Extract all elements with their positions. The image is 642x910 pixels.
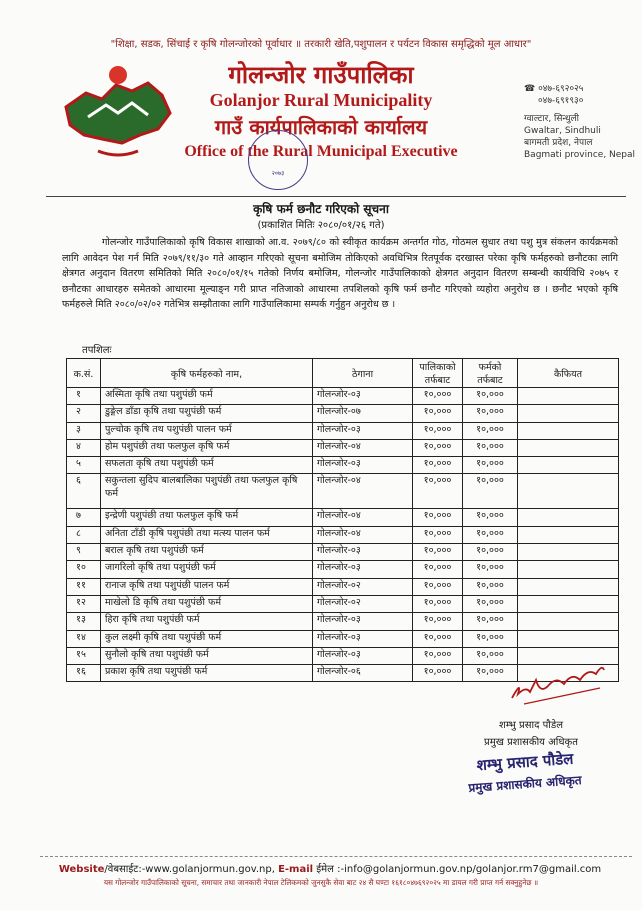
row-sn: ४ xyxy=(67,439,101,456)
footer-contact xyxy=(20,861,640,875)
row-palika-amount: १०,००० xyxy=(413,613,463,630)
province-en: Bagmati province, Nepal xyxy=(524,150,636,160)
row-address: गोलन्जोर-०३ xyxy=(313,613,413,630)
row-sn: ३ xyxy=(67,422,101,439)
phone-2: ०४७-६९१९३० xyxy=(538,96,584,106)
row-palika-amount: १०,००० xyxy=(413,665,463,682)
office-name-np: गाउँ कार्यपालिकाको कार्यालय xyxy=(214,115,428,139)
row-farm-name: डुङ्गेल डाँडा कृषि तथा पशुपंछी फर्म xyxy=(101,405,313,422)
table-row xyxy=(67,474,619,509)
row-sn: ६ xyxy=(67,474,101,509)
row-sn: ७ xyxy=(67,509,101,526)
office-stamp xyxy=(248,130,308,190)
row-farm-amount: १०,००० xyxy=(463,630,518,647)
row-farm-name: जागरिलो कृषि तथा पशुपंछी फर्म xyxy=(101,561,313,578)
seal-name: शम्भु प्रसाद पौडेल xyxy=(476,749,574,775)
municipality-name-np: गोलन्जोर गाउँपालिका xyxy=(228,60,414,89)
row-sn: १५ xyxy=(67,647,101,664)
header-remarks: कैफियत xyxy=(518,359,619,388)
row-farm-amount: १०,००० xyxy=(463,665,518,682)
row-remarks xyxy=(518,578,619,595)
website-label: Website xyxy=(58,864,105,875)
phone-1: ☎ ०४७-६९२०२५ xyxy=(524,84,584,94)
handwritten-signature xyxy=(504,650,610,710)
row-address: गोलन्जोर-०६ xyxy=(313,665,413,682)
row-address: गोलन्जोर-०४ xyxy=(313,526,413,543)
row-farm-name: सकुन्तला सुदिप बालबालिका पशुपंछी तथा फलफुल कृषि फर्म xyxy=(101,474,313,509)
row-farm-name: बराल कृषि तथा पशुपंछी फर्म xyxy=(101,544,313,561)
table-row xyxy=(67,526,619,543)
row-farm-amount: १०,००० xyxy=(463,561,518,578)
row-palika-amount: १०,००० xyxy=(413,509,463,526)
tapsil-label: तपशिलः xyxy=(82,345,112,356)
address-np: ग्वाल्टार, सिन्धुली xyxy=(524,114,579,124)
footer-divider xyxy=(40,856,632,857)
email-link[interactable]: ईमेल :-info@golanjormun.gov.np/golanjor.rm7@gmail.com xyxy=(313,864,602,875)
header-palika: पालिकाको तर्फबाट xyxy=(413,359,463,388)
row-palika-amount: १०,००० xyxy=(413,457,463,474)
row-farm-name: कुल लक्ष्मी कृषि तथा पशुपंछी फर्म xyxy=(101,630,313,647)
row-address: गोलन्जोर-०३ xyxy=(313,544,413,561)
table-row xyxy=(67,509,619,526)
row-farm-name: इन्द्रेणी पशुपंछी तथा फलफुल कृषि फर्म xyxy=(101,509,313,526)
email-label: E-mail xyxy=(278,864,314,875)
row-farm-name: हिरा कृषि तथा पशुपंछी फर्म xyxy=(101,613,313,630)
row-remarks xyxy=(518,595,619,612)
row-address: गोलन्जोर-०३ xyxy=(313,457,413,474)
table-row xyxy=(67,578,619,595)
website-link[interactable]: /वेबसाईट:-www.golanjormun.gov.np, xyxy=(104,864,279,875)
row-palika-amount: १०,००० xyxy=(413,561,463,578)
row-remarks xyxy=(518,509,619,526)
row-farm-amount: १०,००० xyxy=(463,509,518,526)
row-farm-amount: १०,००० xyxy=(463,544,518,561)
row-address: गोलन्जोर-०४ xyxy=(313,474,413,509)
row-address: गोलन्जोर-०३ xyxy=(313,561,413,578)
row-palika-amount: १०,००० xyxy=(413,474,463,509)
row-remarks xyxy=(518,405,619,422)
header-slogan: "शिक्षा, सडक, सिंचाई र कृषि गोलन्जोरको पूर्वाधार ॥ तरकारी खेति,पशुपालन र पर्यटन विकास समृद्धिको मूल आधार" xyxy=(110,39,532,50)
stamp-text: २०७३ xyxy=(271,170,285,177)
row-palika-amount: १०,००० xyxy=(413,578,463,595)
row-farm-name: अनिता टाँडी कृषि पशुपंछी तथा मत्स्य पालन फर्म xyxy=(101,526,313,543)
row-sn: १२ xyxy=(67,595,101,612)
row-sn: २ xyxy=(67,405,101,422)
row-farm-amount: १०,००० xyxy=(463,388,518,405)
header-address: ठेगाना xyxy=(313,359,413,388)
row-palika-amount: १०,००० xyxy=(413,544,463,561)
table-row xyxy=(67,457,619,474)
row-remarks xyxy=(518,544,619,561)
header-name: कृषि फर्महरुको नाम, xyxy=(101,359,313,388)
row-farm-amount: १०,००० xyxy=(463,405,518,422)
row-address: गोलन्जोर-०७ xyxy=(313,405,413,422)
row-farm-name: अस्मिता कृषि तथा पशुपंछी फर्म xyxy=(101,388,313,405)
table-row xyxy=(67,613,619,630)
row-remarks xyxy=(518,474,619,509)
row-address: गोलन्जोर-०३ xyxy=(313,422,413,439)
row-remarks xyxy=(518,422,619,439)
row-palika-amount: १०,००० xyxy=(413,422,463,439)
row-remarks xyxy=(518,526,619,543)
office-name-en: Office of the Rural Municipal Executive xyxy=(184,143,458,160)
row-palika-amount: १०,००० xyxy=(413,630,463,647)
farm-table xyxy=(66,358,619,682)
row-sn: ५ xyxy=(67,457,101,474)
table-row xyxy=(67,405,619,422)
row-remarks xyxy=(518,561,619,578)
notice-body: गोलन्जोर गाउँपालिकाको कृषि विकास शाखाको आ.व. २०७९/८० को स्वीकृत कार्यक्रम अन्तर्गत गोठ, गोठमल सुधार तथा पशु मुत्र संकलन कार्यक्रमको लागि आवेदन पेश गर्न मिति २०७९/११/३० गते आव्हान गरिएको सूचना बमोजिम तोकिएको अवधिभित्र रितपूर्वक दरखास्त परेका कृषि फर्महरुको छनौटका लागि क्षेत्रगत अनुदान वितरण समितिको मिति २०८०/०१/१५ गतेको निर्णय बमोजिम, गोलन्जोर गाउँपालिकाको क्षेत्रगत अनुदान वितरण सम्बन्धी कार्यविधि २०७५ र छनौटका आधारहरु समेतको आधारमा मूल्याङ्न गरी प्राप्त नतिजाको आधारमा तपशिलको कृषि फर्म छनौट गरिएको व्यहोरा अनुरोध छ । छनौट भएको कृषि फर्महरुले मिति २०८०/०२/०२ गतेभित्र सम्झौताका लागि गाउँपालिकामा सम्पर्क गर्नुहुन अनुरोध छ । xyxy=(62,237,618,311)
row-farm-amount: १०,००० xyxy=(463,526,518,543)
address-en: Gwaltar, Sindhuli xyxy=(524,126,601,136)
row-sn: १० xyxy=(67,561,101,578)
row-sn: ९ xyxy=(67,544,101,561)
row-sn: १ xyxy=(67,388,101,405)
row-sn: ११ xyxy=(67,578,101,595)
row-farm-name: प्रकाश कृषि तथा पशुपंछी फर्म xyxy=(101,665,313,682)
footer-note: यस गोलन्जोर गाउँपालिकाको सूचना, समाचार तथा जानकारी नेपाल टेलिकमको जुनसुकै सेवा बाट २४ सै घण्टा १६१८०४७६९२०२५ मा डायल गरी प्राप्त गर्न सक्नुहुनेछ ॥ xyxy=(103,878,539,887)
row-farm-name: माखेलो डि कृषि तथा पशुपंछी फर्म xyxy=(101,595,313,612)
row-farm-amount: १०,००० xyxy=(463,422,518,439)
row-palika-amount: १०,००० xyxy=(413,388,463,405)
row-remarks xyxy=(518,439,619,456)
row-address: गोलन्जोर-०२ xyxy=(313,595,413,612)
row-farm-amount: १०,००० xyxy=(463,647,518,664)
notice-title: कृषि फर्म छनौट गरिएको सूचना xyxy=(253,202,389,216)
signatory-title: प्रमुख प्रशासकीय अधिकृत xyxy=(484,737,578,748)
row-address: गोलन्जोर-०३ xyxy=(313,388,413,405)
table-row xyxy=(67,595,619,612)
row-farm-amount: १०,००० xyxy=(463,613,518,630)
contact-block xyxy=(524,83,636,161)
row-sn: १३ xyxy=(67,613,101,630)
row-address: गोलन्जोर-०३ xyxy=(313,630,413,647)
row-remarks xyxy=(518,388,619,405)
row-farm-amount: १०,००० xyxy=(463,474,518,509)
table-row xyxy=(67,630,619,647)
row-farm-name: रानाज कृषि तथा पशुपंछी पालन फर्म xyxy=(101,578,313,595)
header-sn: क.सं. xyxy=(67,359,101,388)
table-row xyxy=(67,561,619,578)
row-palika-amount: १०,००० xyxy=(413,595,463,612)
row-remarks xyxy=(518,630,619,647)
signatory-name: शम्भु प्रसाद पौडेल xyxy=(499,720,563,731)
row-address: गोलन्जोर-०३ xyxy=(313,647,413,664)
seal-title: प्रमुख प्रशासकीय अधिकृत xyxy=(467,773,583,795)
row-farm-name: सफलता कृषि तथा पशुपंछी फर्म xyxy=(101,457,313,474)
row-address: गोलन्जोर-०४ xyxy=(313,509,413,526)
publish-date: (प्रकाशित मितिः २०८०/०१/२६ गते) xyxy=(257,220,385,231)
row-sn: ८ xyxy=(67,526,101,543)
row-palika-amount: १०,००० xyxy=(413,439,463,456)
header-divider xyxy=(46,196,626,197)
row-sn: १४ xyxy=(67,630,101,647)
table-row xyxy=(67,422,619,439)
table-header-row xyxy=(67,359,619,388)
row-palika-amount: १०,००० xyxy=(413,405,463,422)
row-farm-name: सुनौलो कृषि तथा पशुपंछी फर्म xyxy=(101,647,313,664)
table-body xyxy=(67,388,619,682)
row-farm-amount: १०,००० xyxy=(463,457,518,474)
header-farm: फर्मको तर्फबाट xyxy=(463,359,518,388)
table-row xyxy=(67,439,619,456)
row-farm-amount: १०,००० xyxy=(463,595,518,612)
row-farm-name: होम पशुपंछी तथा फलफुल कृषि फर्म xyxy=(101,439,313,456)
province-np: बागमती प्रदेश, नेपाल xyxy=(524,138,593,148)
row-palika-amount: १०,००० xyxy=(413,526,463,543)
row-sn: १६ xyxy=(67,665,101,682)
table-row xyxy=(67,544,619,561)
row-remarks xyxy=(518,457,619,474)
row-address: गोलन्जोर-०४ xyxy=(313,439,413,456)
row-farm-name: पुल्चोक कृषि तथ पशुपंछी पालन फर्म xyxy=(101,422,313,439)
row-farm-amount: १०,००० xyxy=(463,439,518,456)
table-row xyxy=(67,388,619,405)
municipality-name-en: Golanjor Rural Municipality xyxy=(209,90,433,110)
row-remarks xyxy=(518,613,619,630)
row-address: गोलन्जोर-०२ xyxy=(313,578,413,595)
row-farm-amount: १०,००० xyxy=(463,578,518,595)
row-palika-amount: १०,००० xyxy=(413,647,463,664)
